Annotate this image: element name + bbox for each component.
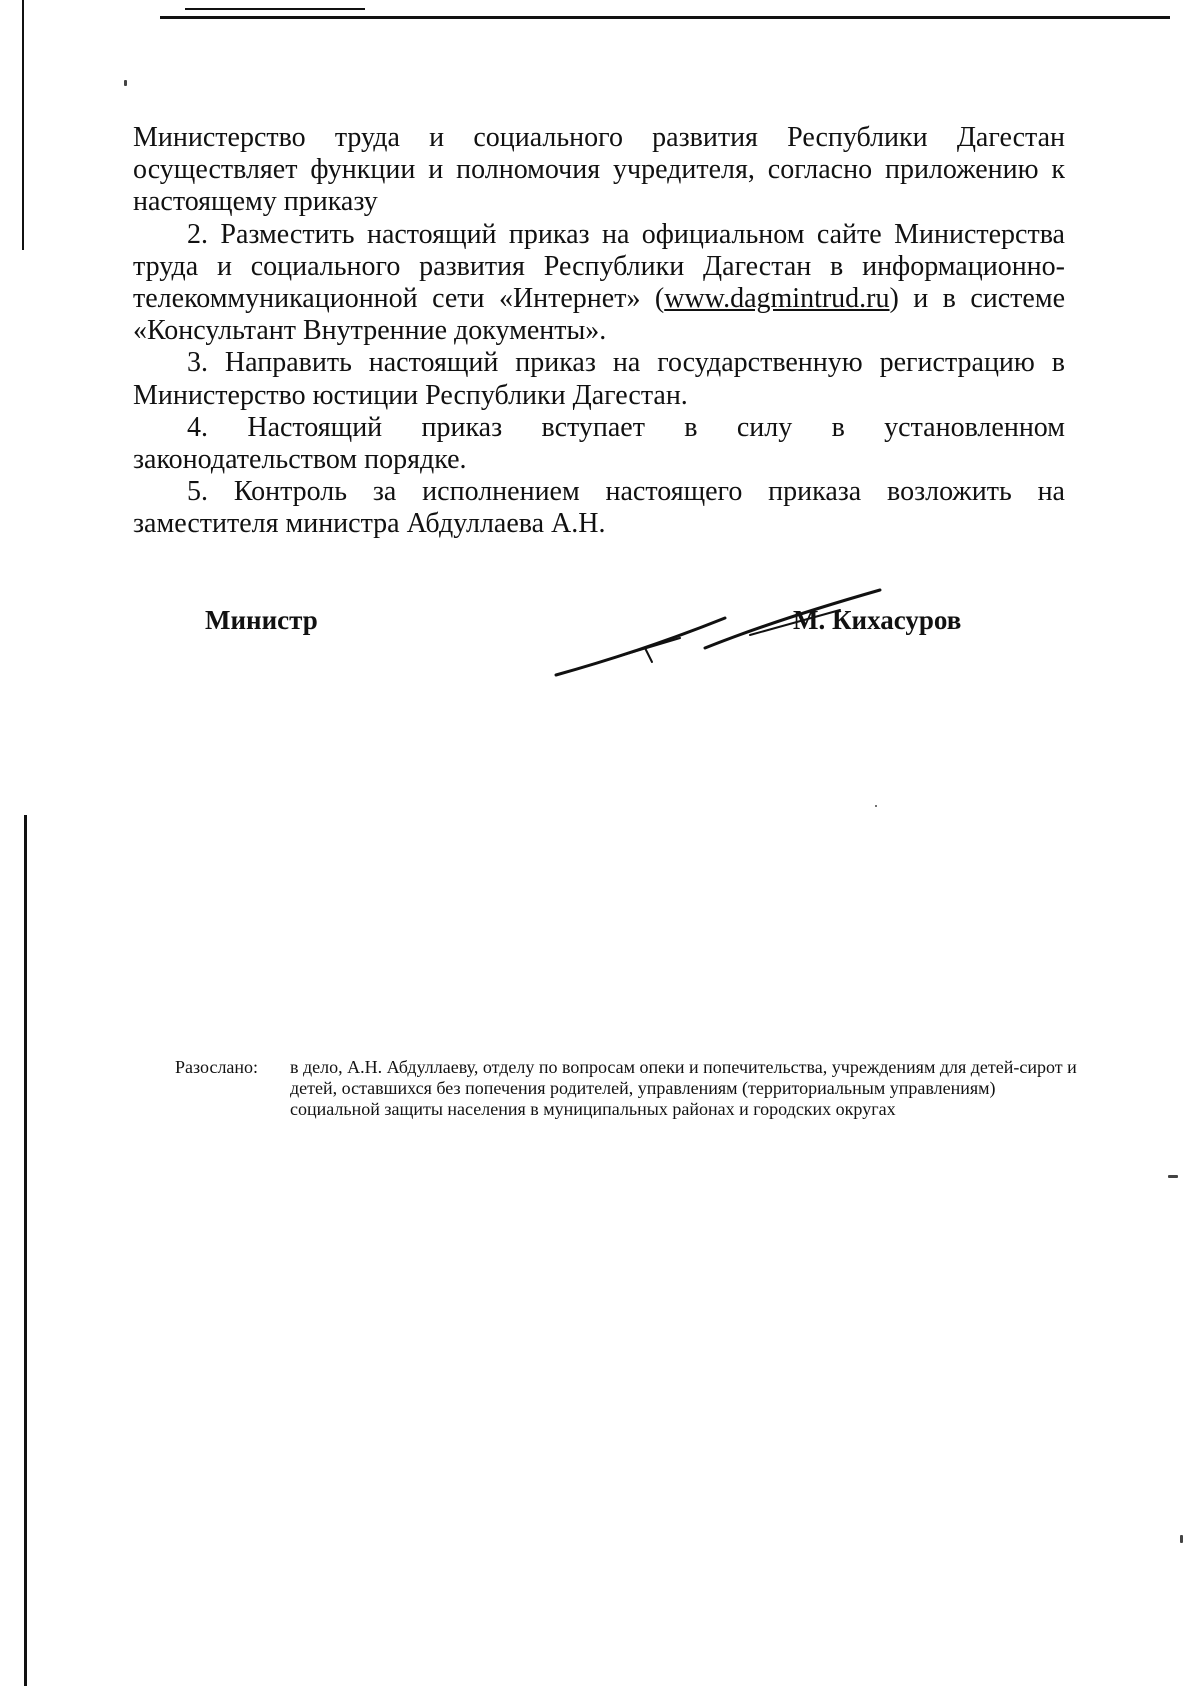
paragraph-1: Министерство труда и социального развития Республики Дагестан осуществляет функции и полномочия учредителя, согласно приложению к настоящему приказу xyxy=(133,122,1065,218)
paragraph-5: 5. Контроль за исполнением настоящего приказа возложить на заместителя министра Абдуллаева А.Н. xyxy=(133,476,1065,540)
paragraph-2-tail: ) и в системе «Консультант Внутренние документы». xyxy=(133,283,1065,347)
scan-top-mark xyxy=(185,8,365,10)
signatory-name: М. Кихасуров xyxy=(793,605,962,635)
scan-top-border xyxy=(160,16,1170,19)
scan-speck xyxy=(1168,1175,1178,1178)
distribution-text: в дело, А.Н. Абдуллаеву, отделу по вопросам опеки и попечительства, учреждениям для детей-сирот и детей, оставшихся без попечения родителей, управлениям (территориальным управлениям) социальной защиты населения в муниципальных районах и городских округах xyxy=(290,1057,1077,1119)
paragraph-2 xyxy=(133,219,1065,348)
scan-speck xyxy=(1180,1535,1183,1543)
scan-left-margin-bottom xyxy=(24,815,27,1686)
order-body xyxy=(133,122,1065,541)
distribution-label: Разослано: xyxy=(175,1057,259,1077)
scan-speck xyxy=(875,805,877,807)
paragraph-4: 4. Настоящий приказ вступает в силу в установленном законодательством порядке. xyxy=(133,411,1065,476)
scan-speck xyxy=(124,80,127,86)
signatory-title: Министр xyxy=(205,605,318,635)
paragraph-3: 3. Направить настоящий приказ на государственную регистрацию в Министерство юстиции Республики Дагестан. xyxy=(133,347,1065,411)
scan-left-margin-top xyxy=(22,0,24,250)
paragraph-2-text: 2. Разместить настоящий приказ на официальном сайте Министерства труда и социального развития Республики Дагестан в информационно-телекоммуникационной сети «Интернет» ( xyxy=(133,218,1065,315)
website-link[interactable]: www.dagmintrud.ru xyxy=(664,283,890,315)
